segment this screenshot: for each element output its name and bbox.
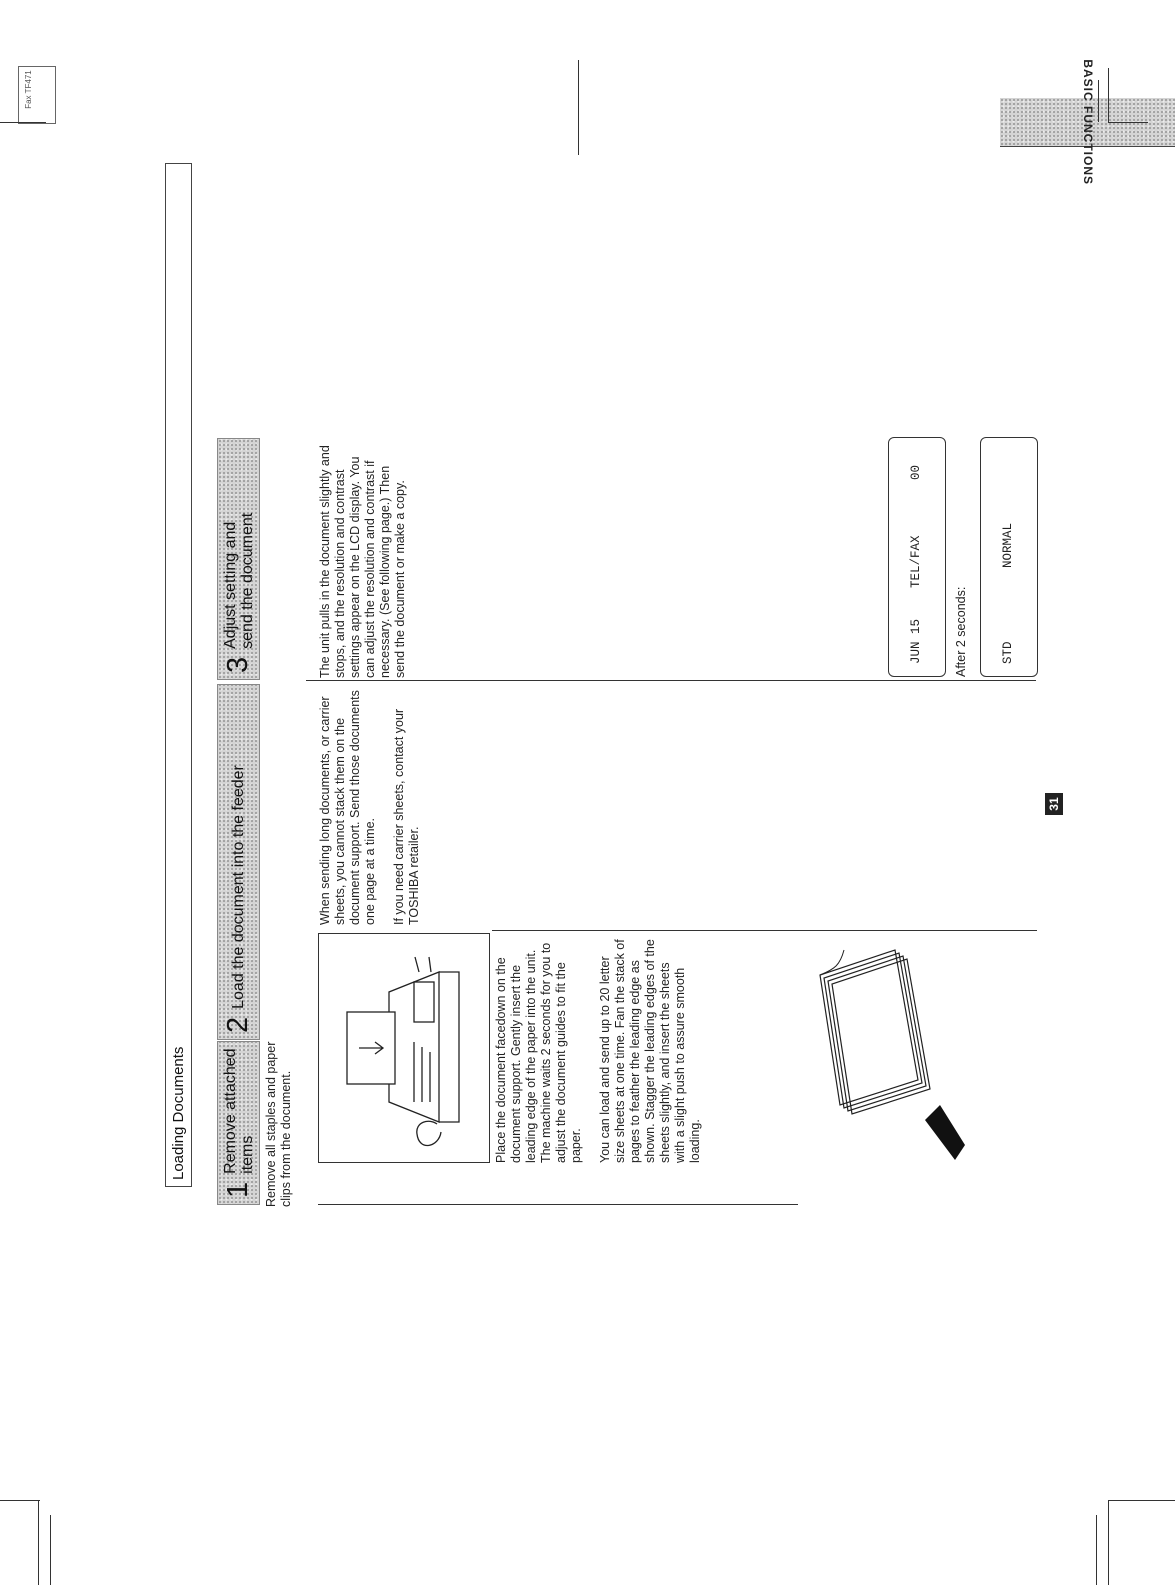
crop-mark-bottom-right-v [1108,1500,1109,1585]
crop-mark-bottom-right-h [1108,1500,1175,1501]
crop-mark-top-right-h [1108,122,1148,123]
lcd-display-first [888,437,946,677]
step-1-number: 1 [222,1181,254,1198]
step-2-header [217,684,260,1040]
step-3-title-line-1: Adjust setting and [221,521,239,649]
step-3-title [222,513,256,649]
step-2-paragraph-1: Place the document facedown on the document support. Gently insert the leading edge of the paper into the unit. The machine waits 2 seconds for you to adjust the document guides to fit the paper. [494,942,583,1163]
step-3-paragraph: The unit pulls in the document slightly and stops, and the resolution and contrast settings appear on the LCD display. You can adjust the resolution and contrast if necessary. (See following page.) Then send the document or make a copy. [318,445,407,678]
step-2-title: Load the document into the feeder [230,765,247,1009]
lcd-display-second [980,437,1038,677]
side-tab [1000,59,1175,185]
step-1-paragraph: Remove all staples and paper clips from the document. [264,1041,293,1207]
paper-stack-icon [800,925,980,1165]
crop-mark-bottom-left-v2 [50,1515,51,1585]
step-2-side-paragraph-2: If you need carrier sheets, contact your TOSHIBA retailer. [392,708,421,925]
lcd-mode: TEL/FAX [909,535,923,588]
side-tab-label: BASIC FUNCTIONS [1080,59,1095,185]
page-number-box [1045,793,1063,815]
crop-mark-bottom-left-h [0,1500,40,1501]
divider-2-3 [306,680,1036,681]
corner-label: Fax TF471 [23,70,33,109]
paper-stack-illustration [800,925,980,1165]
lcd-contrast: NORMAL [1001,522,1015,568]
fax-machine-illustration [318,933,490,1163]
crop-mark-top-right-v [1108,68,1109,122]
step-2-side-paragraph-1: When sending long documents, or carrier sheets, you cannot stack them on the document support. Send those documents one page at a time. [318,690,377,925]
step-3-number: 3 [222,656,254,673]
step-1-text [264,1032,308,1207]
step-1-title: Remove attached items [221,1048,256,1174]
crop-mark-top-left [0,122,46,123]
corner-label-box [18,66,56,124]
lcd-resolution: STD [1001,641,1015,664]
lcd-date: JUN 15 [909,618,923,664]
page-number: 31 [1047,797,1061,811]
top-rule [578,60,579,155]
after-seconds-label: After 2 seconds: [954,586,968,677]
step-1-header [217,1041,260,1205]
crop-mark-bottom-right-v2 [1096,1515,1097,1585]
page-title: Loading Documents [170,1046,187,1180]
step-2-number: 2 [222,1016,254,1033]
crop-mark-top-right-v2 [1098,80,1099,122]
section-title-box [165,163,192,1187]
step-3-text [318,440,422,678]
step-3-header [217,438,260,680]
step-2-paragraph-2: You can load and send up to 20 letter size sheets at one time. Fan the stack of pages to feather the leading edge as shown. Stagger the leading edges of the sheets slightly, and insert the sheets with a slight push to assure smooth loading. [598,939,702,1163]
step-2-text [494,937,717,1163]
lcd-count: 00 [909,464,923,480]
step-2-side-text [318,687,436,925]
divider-1-2 [318,1204,798,1205]
crop-mark-bottom-left-v [38,1500,39,1585]
step-3-title-line-2: send the document [238,512,256,649]
fax-machine-icon [319,934,489,1162]
